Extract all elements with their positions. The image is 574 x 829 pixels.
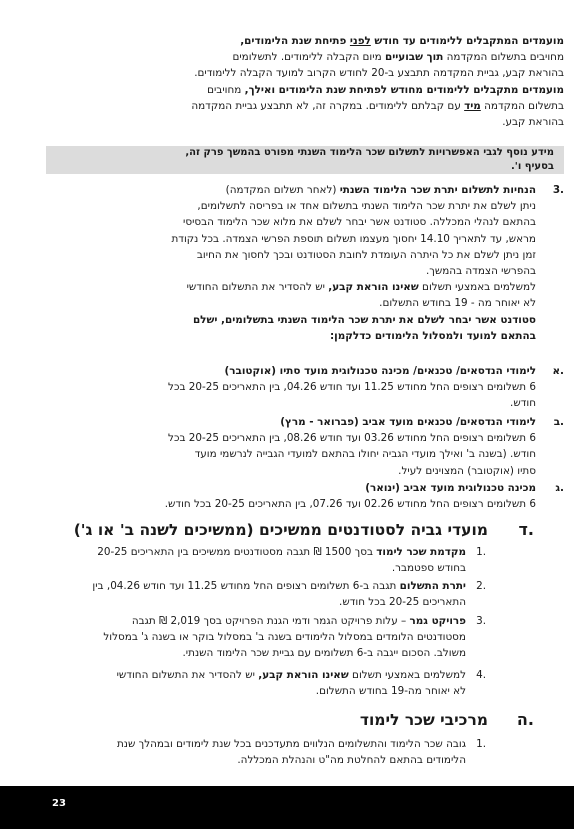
section-emphasis: שאינו הוראת קבע, — [328, 281, 419, 294]
list-emphasis: מקדמת שכר לימוד — [376, 546, 466, 558]
list-line: גובה שכר הלימוד והתשלומים הנלווים מתעדכנים בכל שנת לימודים ובמהלך שנת — [116, 738, 466, 750]
list-line: משולב. הסכום ייגבה ב-6 תשלומים עם גביית שכר הלימוד השנתי. — [182, 647, 466, 660]
intro-line: בהוראת קבע, גביית המקדמה תתבצע ב-20 לחודש הקרוב למועד הקבלה ללימודים. — [194, 67, 564, 80]
subsection-letter: א. — [552, 365, 564, 377]
list-line: מסטודנטים הלומדים במסלול הלימודים בשנה ב' במסלול בוקר או בשנה ג' במסלול — [103, 631, 466, 644]
intro-emphasis: מועמדים מתקבלים ללימודים מחודש לפתיחת שנת הלימודים ואילך, — [244, 83, 564, 96]
section-line: סטודנט אשר יבחר לשלם את יתרת שכר הלימוד השנתי בתשלומים, ישלם — [192, 313, 536, 326]
section-text: למשלמים באמצעי תשלום — [418, 281, 536, 294]
list-number: 4. — [476, 669, 486, 681]
section-line: בהתאם לנהלי המכללה. סטודנט אשר יבחר לשלם את מלוא שכר הלימוד הבסיסי — [183, 216, 536, 229]
section-line: בהתאם למועד ולמסלול הלימודים כדלקמן: — [330, 329, 536, 342]
list-line — [40, 667, 466, 683]
intro-text: בתשלום המקדמה — [480, 99, 564, 112]
list-item — [40, 613, 466, 662]
intro-line — [60, 82, 564, 98]
intro-emphasis: מיד — [464, 99, 481, 112]
list-item — [40, 736, 466, 768]
list-text: בסך 1500 ₪ תגבה מסטודנטים ממשיכים בין התאריכים 20-25 — [97, 546, 377, 558]
section-heading: מועדי גביה לסטודנטים ממשיכים (ממשיכים לשנה ב' או ג') — [73, 521, 488, 539]
list-line: התאריכים 20-25 בכל חודש. — [339, 596, 466, 609]
list-emphasis: פרויקט גמר — [409, 615, 466, 627]
section-letter: ד. — [518, 520, 534, 539]
intro-text: עם קבלתם ללימודים. במקרה זה, לא תתבצע גביית המקדמה — [191, 99, 465, 112]
subsection-letter: ב. — [553, 416, 564, 428]
list-line — [40, 578, 466, 594]
subsection-title: לימודי הנדסאים/ טכנאים/ מכינה טכנולוגית מועד סתיו (אוקטובר) — [224, 365, 536, 377]
section-text: יש להסדיר את התשלום החודשי — [186, 281, 329, 294]
list-number: 1. — [476, 546, 486, 558]
subsection-line: 6 תשלומים רצופים החל מחודש 03.26 ועד חודש 08.26, בין התאריכים 20-25 בכל — [168, 432, 536, 445]
info-banner-text — [54, 146, 554, 173]
subsection-line: 6 תשלומים רצופים החל מחודש 11.25 ועד חודש 04.26, בין התאריכים 20-25 בכל — [168, 381, 536, 394]
section-line: בהפרשי הצמדה בהמשך. — [425, 265, 536, 278]
list-emphasis: יתרת התשלום — [399, 580, 466, 592]
section-line: מראש, עד לתאריך 14.10 יחסוך מעצמו תשלום תוספת הפרשי הצמדה. בכל נקודת — [171, 232, 536, 245]
list-line — [40, 613, 466, 629]
section-number: 3. — [552, 184, 564, 196]
list-text: למשלמים באמצעי תשלום — [348, 669, 466, 681]
intro-line — [60, 49, 564, 65]
intro-text: מחויבים — [207, 83, 245, 96]
list-line: בחודש ספטמבר. — [391, 562, 466, 575]
intro-paragraph — [60, 33, 564, 130]
section-3 — [60, 182, 536, 344]
section-line: לא יאוחר מה - 19 בחודש התשלום. — [379, 297, 536, 310]
page-footer — [0, 786, 574, 829]
subsection-line: סתיו (אוקטובר) המצוינים לעיל. — [398, 464, 536, 477]
subsection-letter: ג. — [555, 482, 564, 494]
subsection-line: חודש. (בשנה ב' ואילך מועדי הגביה יחולו בהתאם למועדי הגבייה לנרשמי מועד — [194, 448, 536, 461]
list-emphasis: שאינו הוראת קבע, — [258, 669, 349, 681]
section-letter: ה. — [516, 710, 534, 729]
list-text: – עלות פרויקט הגמר ודמי הגנת הפרויקט בסך 2,019 ₪ תגבה — [131, 615, 410, 627]
list-number: 2. — [476, 580, 486, 592]
section-line: זמן ניתן לשלם את כל היתרה העומדת לחובת הסטודנט ובכך לחסוך את החיוב — [196, 248, 536, 261]
intro-line — [60, 33, 564, 49]
section-title — [60, 182, 536, 198]
section-line — [60, 279, 536, 295]
page-number: 23 — [52, 798, 66, 809]
intro-line: בהוראת קבע. — [502, 116, 564, 129]
section-line: ניתן לשלם את יתרת שכר הלימוד השנתי בתשלום אחד או בפריסה לתשלומים, — [197, 200, 536, 213]
intro-text: מיום הקבלה ללימודים. לתשלומים — [232, 51, 385, 64]
subsection-line: 6 תשלומים רצופים החל מחודש 02.26 ועד 07.26, בין התאריכים 20-25 בכל חודש. — [164, 498, 536, 511]
list-item — [40, 667, 466, 699]
subsection-title: מכינה טכנולוגית מועד אביב (ינואר) — [365, 482, 536, 494]
list-text: יש להסדיר את התשלום החודשי — [116, 669, 259, 681]
list-line: הלימודים בהתאם להחלטת מה"ט והנהלת המכללה. — [237, 754, 466, 767]
list-item — [40, 578, 466, 610]
list-text: תגבה ב-6 תשלומים רצופים החל מחודש 11.25 ועד חודש 04.26, בין — [92, 580, 400, 592]
section-title-rest: (לאחר תשלום המקדמה) — [225, 184, 340, 196]
section-heading: מרכיבי שכר לימוד — [359, 711, 488, 729]
intro-underlined-word: לפני — [349, 35, 371, 47]
intro-line — [60, 98, 564, 114]
intro-text: מועמדים המתקבלים ללימודים עד חודש לפני פתיחת שנת הלימודים, — [240, 35, 564, 47]
info-banner-line: מידע נוסף לגבי האפשרויות לתשלום שכר הלימוד השנתי מפורט בהמשך פרק זה, — [185, 147, 554, 158]
intro-emphasis: תוך שבועיים — [384, 51, 444, 64]
intro-text: מחויבים בתשלום המקדמה — [443, 51, 564, 64]
section-title-bold: הנחיות לתשלום יתרת שכר הלימוד השנתי — [339, 184, 536, 196]
info-banner — [46, 146, 564, 174]
list-line — [40, 544, 466, 560]
subsection-title: לימודי הנדסאים/ טכנאים מועד אביב (פברואר - מרץ) — [280, 416, 536, 428]
info-banner-line: בסעיף ו'. — [510, 160, 554, 172]
list-item — [40, 544, 466, 576]
subsection-g — [60, 480, 536, 512]
subsection-line: חודש. — [510, 397, 536, 410]
list-line: לא יאוחר מה-19 בחודש התשלום. — [315, 685, 466, 698]
list-number: 3. — [476, 615, 486, 627]
subsection-b — [60, 414, 536, 479]
subsection-a — [60, 363, 536, 412]
list-number: 1. — [476, 738, 486, 750]
